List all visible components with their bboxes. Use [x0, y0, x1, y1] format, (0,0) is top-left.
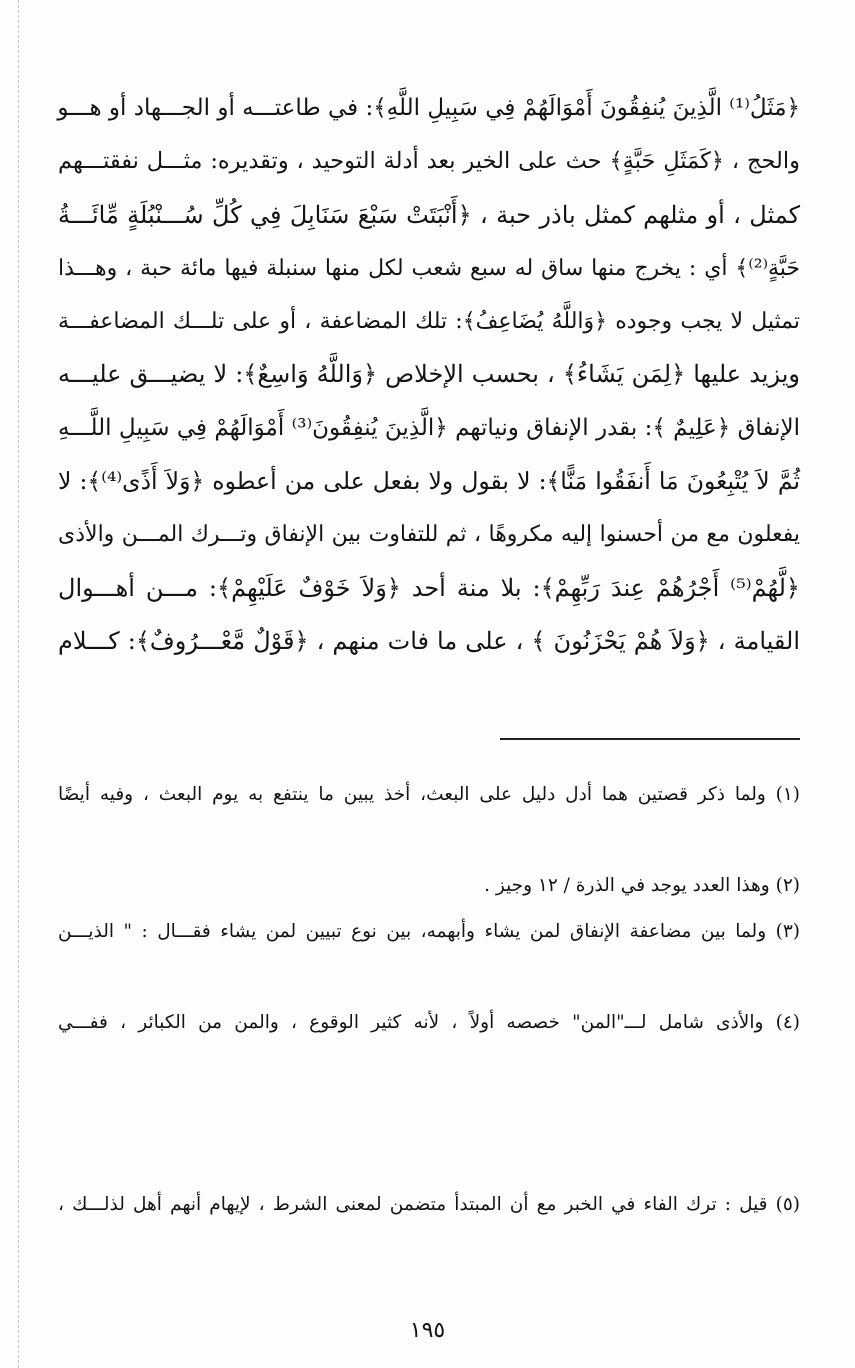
- main-text-line: ويزيد عليها ﴿لِمَن يَشَاءُ﴾ ، بحسب الإخلاص ﴿وَاللَّهُ وَاسِعٌ﴾: لا يضيـــق عليـــه: [58, 360, 800, 389]
- main-text-line: الإنفاق ﴿عَلِيمٌ ﴾: بقدر الإنفاق ونياتهم ﴿الَّذِينَ يُنفِقُونَ⁽³⁾ أَمْوَالَهُمْ فِي سَبِيلِ اللَّـــهِ: [58, 414, 800, 441]
- footnote-line: [58, 1046, 800, 1092]
- page-binding-line: [18, 0, 19, 1368]
- footnote-line: (٤) والأذى شامل لـــ"المن" خصصه أولاً ، لأنه كثير الوقوع ، والمن من الكبائر ، ففـــي: [58, 1011, 800, 1033]
- footnote-line: (٢) وهذا العدد يوجد في الذرة / ١٢ وجيز .: [484, 875, 800, 897]
- main-text: [58, 82, 800, 668]
- footnote-line: [58, 1137, 800, 1183]
- footnote-separator: [500, 738, 800, 740]
- page-number: ١٩٥: [409, 1318, 446, 1343]
- footnote-line: (٣) ولما بين مضاعفة الإنفاق لمن يشاء وأبهمه، بين نوع تبيين لمن يشاء فقـــال : " الذيـــن: [58, 920, 800, 942]
- main-text-line: كمثل ، أو مثلهم كمثل باذر حبة ، ﴿أَنْبَتَتْ سَبْعَ سَنَابِلَ فِي كُلِّ سُـــنْبُلَةٍ مِّائَـــةُ: [58, 200, 800, 229]
- footnote-line: [58, 818, 800, 864]
- main-text-line: ﴿مَثَلُ⁽¹⁾ الَّذِينَ يُنفِقُونَ أَمْوَالَهُمْ فِي سَبِيلِ اللَّهِ﴾: في طاعتـــه أو الجـــهاد أو هـــو: [57, 95, 800, 121]
- main-text-line: ﴿لَّهُمْ⁽⁵⁾ أَجْرُهُمْ عِندَ رَبِّهِمْ﴾: بلا منة أحد ﴿وَلاَ خَوْفٌ عَلَيْهِمْ﴾: مـــن أهـــوال: [58, 573, 800, 602]
- footnote-line: (٥) قيل : ترك الفاء في الخبر مع أن المبتدأ متضمن لمعنى الشرط ، لإيهام أنهم أهل لذلـــك ،: [58, 1194, 800, 1216]
- main-text-line: ثُمَّ لاَ يُتْبِعُونَ مَا أَنفَقُوا مَنًّا﴾: لا بقول ولا بفعل على من أعطوه ﴿وَلاَ أَذًى⁽⁴⁾﴾: لا: [58, 467, 800, 496]
- footnote-line: (١) ولما ذكر قصتين هما أدل دليل على البعث، أخذ يبين ما ينتفع به يوم البعث ، وفيه أيضًا: [58, 784, 800, 805]
- main-text-line: يفعلون مع من أحسنوا إليه مكروهًا ، ثم للتفاوت بين الإنفاق وتـــرك المـــن والأذى: [58, 522, 800, 548]
- main-text-line: حَبَّةٍ⁽²⁾﴾ أي : يخرج منها ساق له سبع شعب لكل منها سنبلة فيها مائة حبة ، وهـــذا: [58, 255, 800, 281]
- footnote-line: [58, 1091, 800, 1137]
- footnote-line: [58, 954, 800, 1000]
- main-text-line: والحج ، ﴿كَمَثَلِ حَبَّةٍ﴾ حث على الخير بعد أدلة التوحيد ، وتقديره: مثـــل نفقتـــهم: [58, 148, 800, 175]
- footnote-line: [58, 1228, 800, 1274]
- main-text-line: القيامة ، ﴿وَلاَ هُمْ يَحْزَنُونَ ﴾ ، على ما فات منهم ، ﴿قَوْلٌ مَّعْـــرُوفٌ﴾: كـــلام: [58, 626, 800, 655]
- book-page: [57, 82, 800, 1216]
- main-text-line: تمثيل لا يجب وجوده ﴿وَاللَّهُ يُضَاعِفُ﴾: تلك المضاعفة ، أو على تلـــك المضاعفـــة: [58, 309, 800, 335]
- footnotes: [58, 772, 800, 1274]
